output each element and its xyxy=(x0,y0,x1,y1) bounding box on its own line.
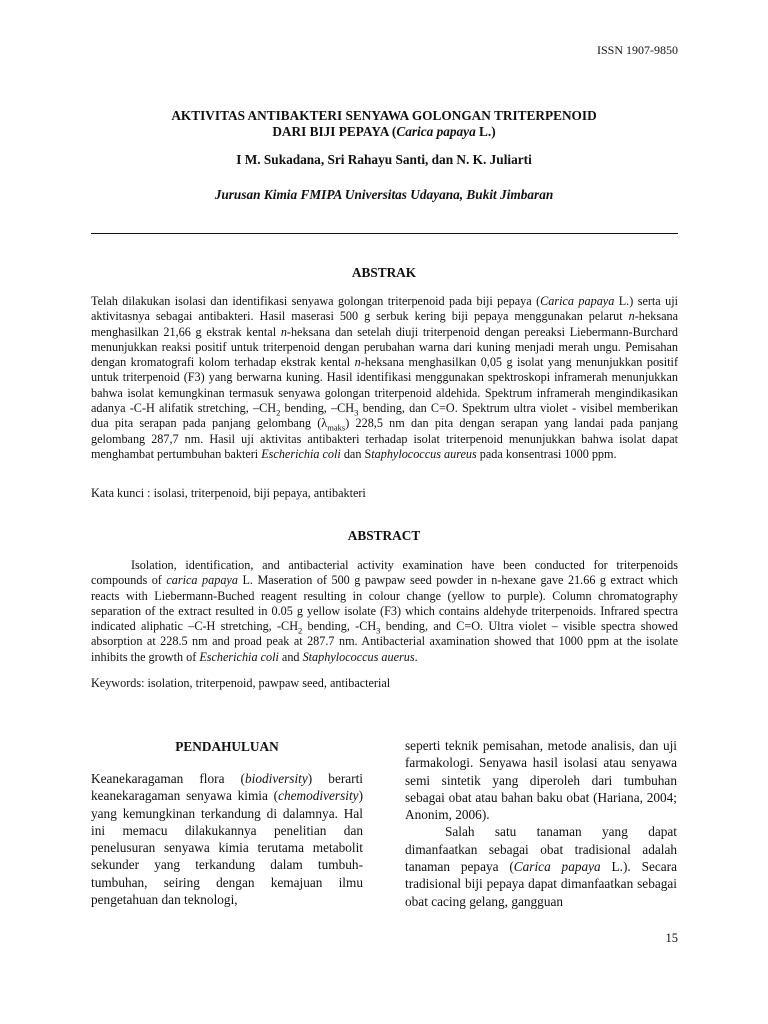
affiliation: Jurusan Kimia FMIPA Universitas Udayana, Bukit Jimbaran xyxy=(214,187,554,202)
abstract-heading: ABSTRACT xyxy=(347,528,421,543)
title-line-1: AKTIVITAS ANTIBAKTERI SENYAWA GOLONGAN TRITERPENOID xyxy=(171,108,597,123)
right-paragraph-1: seperti teknik pemisahan, metode analisis, dan uji farmakologi. Senyawa hasil isolasi atau senyawa semi sintetik yang diperoleh dari tumbuhan sebagai obat atau bahan baku obat (Hariana, 2004; Anonim, 2006). xyxy=(405,738,677,823)
abstract-text: Isolation, identification, and antibacterial activity examination have been conducted for triterpenoids compounds of carica papaya L. Maseration of 500 g pawpaw seed powder in n-hexane gave 21.66 g extract which reacts with Liebermann-Buched reagent resulting in colour change (yellow to purple). Column chromatography separation of the extract resulted in 0.05 g yellow isolate (F3) which contains aldehyde triterpenoids. Infrared spectra indicated aliphatic –C-H stretching, $-CH_2$ bending, $-CH_3$ bending, and C=O. Ultra violet – visible spectra showed absorption at 228.5 nm and proad peak at 287.7 nm. Antibacterial axamination showed that 1000 ppm at the isolate inhibits the growth of Escherichia coli and Staphylococcus auerus. xyxy=(91,558,678,664)
right-paragraph-2: Salah satu tanaman yang dapat dimanfaatkan sebagai obat tradisional adalah tanaman pepaya (Carica papaya L.). Secara tradisional biji pepaya dapat dimanfaatkan sebagai obat cacing gelang, gangguan xyxy=(405,824,677,909)
keywords: Keywords: isolation, triterpenoid, pawpaw seed, antibacterial xyxy=(91,676,391,690)
issn: ISSN 1907-9850 xyxy=(596,43,678,57)
right-column-text xyxy=(405,737,677,910)
kata-kunci: Kata kunci : isolasi, triterpenoid, biji pepaya, antibakteri xyxy=(91,486,366,500)
divider xyxy=(91,233,678,234)
paper-title xyxy=(0,108,768,140)
page-number: 15 xyxy=(665,931,678,945)
authors: I M. Sukadana, Sri Rahayu Santi, dan N. K. Juliarti xyxy=(236,152,532,167)
section-heading: PENDAHULUAN xyxy=(175,739,279,754)
left-column-text: Keanekaragaman flora (biodiversity) berarti keanekaragaman senyawa kimia (chemodiversity) yang kemungkinan terkandung di dalamnya. Hal ini memacu dilakukannya penelitian dan penelusuran senyawa kimia terutama metabolit sekunder yang terkandung dalam tumbuh-tumbuhan, seiring dengan kemajuan ilmu pengetahuan dan teknologi, xyxy=(91,771,363,908)
title-line-2: DARI BIJI PEPAYA (Carica papaya L.) xyxy=(272,124,496,139)
abstrak-heading: ABSTRAK xyxy=(351,265,417,280)
abstrak-text: Telah dilakukan isolasi dan identifikasi senyawa golongan triterpenoid pada biji pepaya (Carica papaya L.) serta uji aktivitasnya sebagai antibakteri. Hasil maserasi 500 g serbuk kering biji pepaya menggunakan pelarut n-heksana menghasilkan 21,66 g ekstrak kental n-heksana dan setelah diuji triterpenoid dengan pereaksi Liebermann-Burchard menunjukkan reaksi positif untuk triterpenoid dengan perubahan warna dari kuning menjadi merah ungu. Pemisahan dengan kromatografi kolom terhadap ekstrak kental n-heksana menghasilkan 0,05 g isolat yang menunjukkan positif untuk triterpenoid (F3) yang berwarna kuning. Hasil identifikasi menggunakan spektroskopi inframerah menunjukkan bahwa isolat kemungkinan termasuk senyawa golongan triterpenoid aldehida. Spektrum inframerah mengindikasikan adanya -C-H alifatik stretching, $-CH_2$ bending, $-CH_3$ bending, dan C=O. Spektrum ultra violet - visibel memberikan dua pita serapan pada panjang gelombang $(\lambda_{maks})$ 228,5 nm dan pita dengan serapan yang landai pada panjang gelombang 287,7 nm. Hasil uji aktivitas antibakteri terhadap isolat triterpenoid menunjukkan bahwa isolat dapat menghambat pertumbuhan bakteri Escherichia coli dan Staphylococcus aureus pada konsentrasi 1000 ppm. xyxy=(91,294,679,461)
